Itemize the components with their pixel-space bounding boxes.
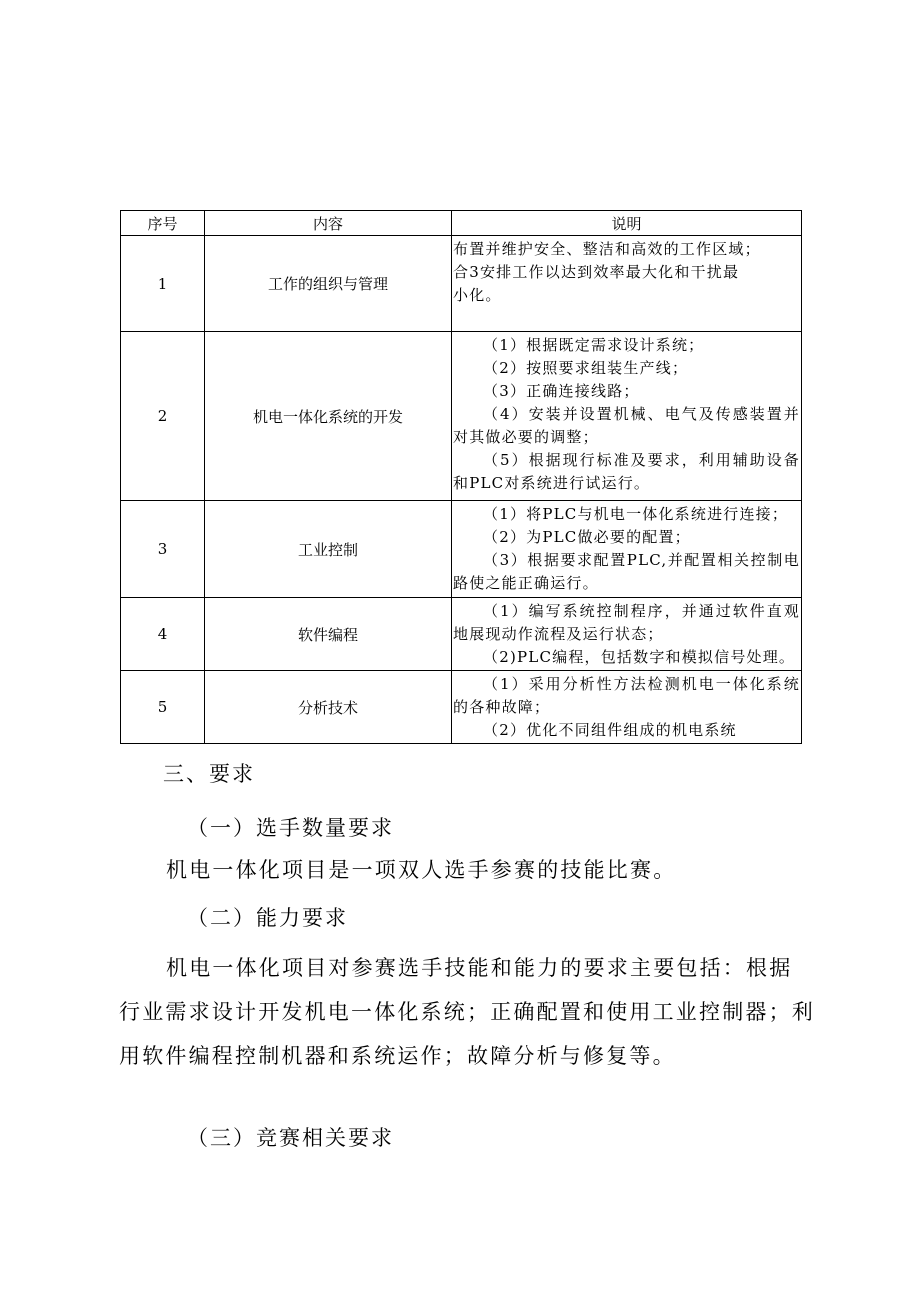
description-item: （3）根据要求配置PLC,并配置相关控制电路使之能正确运行。 xyxy=(453,551,800,592)
row-description xyxy=(452,236,802,332)
paragraph-line: 行业需求设计开发机电一体化系统；正确配置和使用工业控制器；利 xyxy=(119,1000,815,1024)
row-number: 1 xyxy=(121,236,205,332)
paragraph-contestant-count xyxy=(119,848,801,892)
row-content: 软件编程 xyxy=(205,598,452,671)
row-description xyxy=(452,671,802,744)
description-item: （2）按照要求组装生产线； xyxy=(483,359,689,377)
header-content: 内容 xyxy=(205,211,452,236)
row-description xyxy=(452,598,802,671)
table-row xyxy=(121,236,802,332)
row-number: 5 xyxy=(121,671,205,744)
section-heading-requirements: 三、要求 xyxy=(163,762,255,786)
table-row xyxy=(121,598,802,671)
paragraph-ability xyxy=(119,946,815,1078)
header-description: 说明 xyxy=(452,211,802,236)
row-content: 工作的组织与管理 xyxy=(205,236,452,332)
row-number: 2 xyxy=(121,332,205,501)
description-item: （1）根据既定需求设计系统； xyxy=(483,336,705,354)
description-item: （5）根据现行标准及要求，利用辅助设备和PLC对系统进行试运行。 xyxy=(453,451,800,492)
description-item: （4）安装并设置机械、电气及传感装置并对其做必要的调整； xyxy=(453,405,800,446)
sub-heading-competition: （三）竞赛相关要求 xyxy=(187,1126,394,1150)
paragraph-line: 机电一体化项目是一项双人选手参赛的技能比赛。 xyxy=(166,858,677,882)
header-no: 序号 xyxy=(121,211,205,236)
description-item: （1）编写系统控制程序，并通过软件直观地展现动作流程及运行状态； xyxy=(453,602,800,643)
paragraph-line: 机电一体化项目对参赛选手技能和能力的要求主要包括：根据 xyxy=(166,956,793,980)
row-description xyxy=(452,501,802,598)
table-row xyxy=(121,332,802,501)
skills-table xyxy=(120,210,802,744)
table-row xyxy=(121,501,802,598)
row-number: 3 xyxy=(121,501,205,598)
description-line: 布置并维护安全、整洁和高效的工作区域； xyxy=(453,240,761,258)
row-content: 机电一体化系统的开发 xyxy=(205,332,452,501)
description-item: （2）为PLC做必要的配置； xyxy=(483,528,691,546)
description-item: （1）采用分析性方法检测机电一体化系统的各种故障； xyxy=(453,675,800,716)
description-line: 小化。 xyxy=(453,286,502,304)
sub-heading-ability: （二）能力要求 xyxy=(187,906,348,930)
description-item: （3）正确连接线路； xyxy=(483,382,640,400)
table-header-row xyxy=(121,211,802,236)
paragraph-line: 用软件编程控制机器和系统运作；故障分析与修复等。 xyxy=(119,1044,676,1068)
description-line: 合3安排工作以达到效率最大化和干扰最 xyxy=(453,263,740,281)
description-item: （1）将PLC与机电一体化系统进行连接； xyxy=(483,505,789,523)
description-item: （2）优化不同组件组成的机电系统 xyxy=(483,721,737,739)
table-row xyxy=(121,671,802,744)
description-item: （2)PLC编程，包括数字和模拟信号处理。 xyxy=(483,648,796,666)
sub-heading-contestant-count: （一）选手数量要求 xyxy=(187,816,394,840)
row-number: 4 xyxy=(121,598,205,671)
row-content: 工业控制 xyxy=(205,501,452,598)
row-content: 分析技术 xyxy=(205,671,452,744)
row-description xyxy=(452,332,802,501)
